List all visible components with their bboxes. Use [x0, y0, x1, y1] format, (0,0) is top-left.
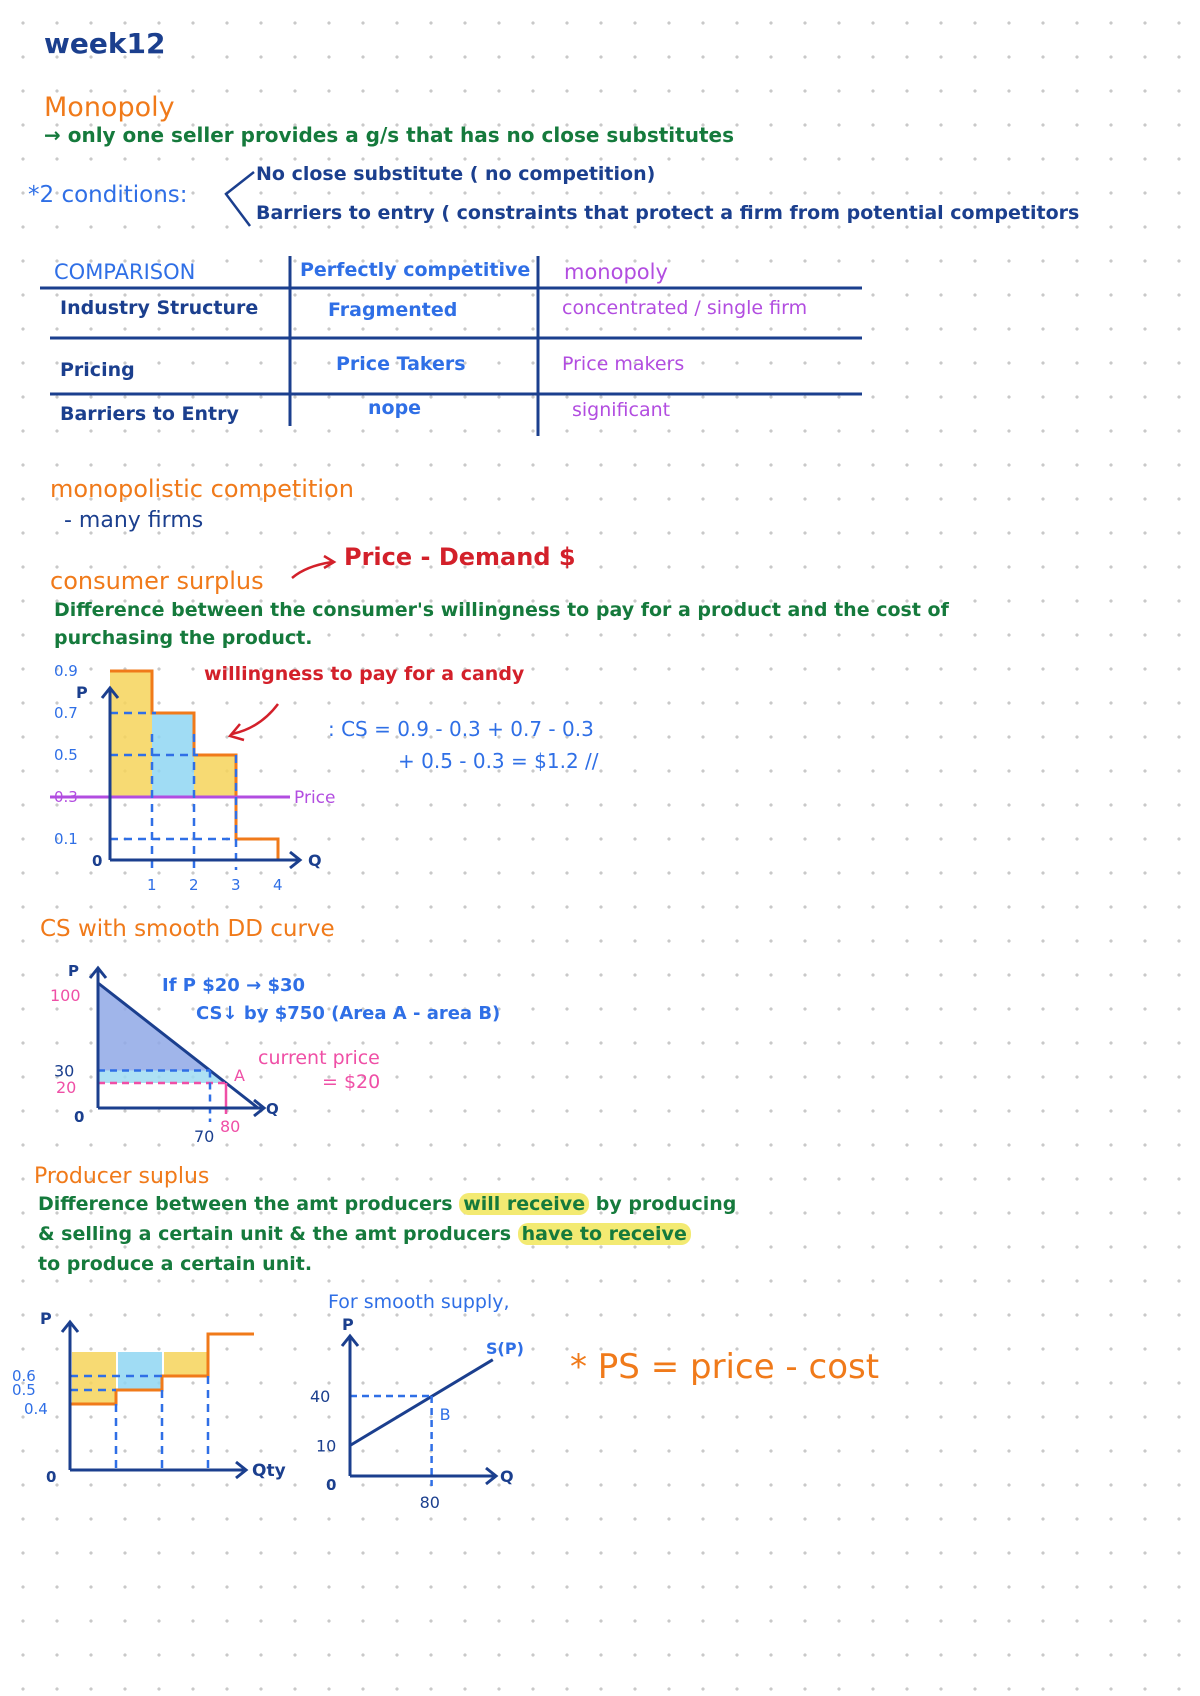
y-tick-20: 20: [56, 1078, 77, 1097]
ps-def-1-highlight: will receive: [459, 1193, 589, 1215]
y-tick-0.5: 0.5: [54, 746, 78, 764]
row-pc-barriers: nope: [368, 397, 422, 419]
y-tick-10: 10: [316, 1436, 337, 1456]
y-tick-0.7: 0.7: [54, 704, 78, 722]
y-tick-0.1: 0.1: [54, 830, 78, 848]
x-tick-1: 1: [147, 876, 157, 894]
ps-def-1-post: by producing: [595, 1193, 737, 1215]
cs-calc-1: : CS = 0.9 - 0.3 + 0.7 - 0.3: [328, 717, 594, 741]
condition-1: No close substitute ( no competition): [256, 163, 656, 185]
ps-area-unit-2: [118, 1352, 162, 1390]
x-axis-label: Qty: [252, 1461, 286, 1481]
conditions-label: *2 conditions:: [28, 182, 188, 208]
y-tick-0.4: 0.4: [24, 1400, 48, 1418]
cs-smooth-note-2: CS↓ by $750 (Area A - area B): [196, 1003, 501, 1024]
cs-definition-1: Difference between the consumer's willingness to pay for a product and the cost of: [54, 599, 949, 621]
cs-willingness-note: willingness to pay for a candy: [204, 663, 525, 685]
cs-arrow: [286, 554, 346, 584]
cs-definition-2: purchasing the product.: [54, 627, 313, 649]
ps-area-unit-3: [164, 1352, 208, 1376]
ps-def-line-3: to produce a certain unit.: [38, 1253, 313, 1275]
origin-label: 0: [326, 1476, 337, 1494]
current-price-1: current price: [258, 1047, 380, 1069]
cs-area-unit-3: [194, 755, 236, 797]
y-axis-label: P: [68, 962, 79, 980]
y-tick-0.9: 0.9: [54, 662, 78, 680]
origin-label: 0: [92, 852, 103, 870]
origin-label: 0: [74, 1108, 85, 1126]
monopolistic-heading: monopolistic competition: [50, 475, 354, 503]
x-tick-80: 80: [220, 1117, 241, 1136]
ps-area-unit-1: [72, 1352, 116, 1404]
row-pc-industry: Fragmented: [328, 299, 458, 321]
table-header-comparison: COMPARISON: [54, 260, 196, 284]
x-tick-4: 4: [273, 876, 283, 894]
y-axis-label: P: [342, 1315, 354, 1334]
origin-label: 0: [46, 1468, 57, 1486]
y-tick-30: 30: [54, 1061, 75, 1081]
cs-step-chart: [40, 662, 340, 900]
y-tick-40: 40: [310, 1387, 331, 1406]
x-tick-2: 2: [189, 876, 199, 894]
x-tick-70: 70: [194, 1127, 215, 1146]
row-label-barriers: Barriers to Entry: [60, 403, 239, 425]
conditions-brace: [220, 166, 260, 232]
row-mono-pricing: Price makers: [562, 353, 685, 375]
monopoly-definition: → only one seller provides a g/s that has no close substitutes: [44, 123, 734, 147]
ps-def-line-1: [38, 1194, 736, 1216]
point-a-label: A: [234, 1066, 245, 1085]
table-header-monopoly: monopoly: [564, 260, 668, 284]
ps-heading: Producer suplus: [34, 1164, 210, 1189]
cs-calc-2: + 0.5 - 0.3 = $1.2 //: [398, 749, 599, 773]
ps-def-1-pre: Difference between the amt producers: [38, 1193, 453, 1215]
condition-2: Barriers to entry ( constraints that protect a firm from potential competitors: [256, 202, 1080, 224]
ps-def-2-highlight: have to receive: [518, 1223, 691, 1245]
x-tick-80: 80: [419, 1493, 440, 1512]
smooth-supply-label: For smooth supply,: [328, 1291, 510, 1313]
table-header-perfect: Perfectly competitive: [300, 259, 531, 281]
x-axis-label: Q: [308, 851, 322, 870]
x-tick-3: 3: [231, 876, 241, 894]
cs-heading: consumer surplus: [50, 567, 264, 595]
y-axis-label: P: [76, 683, 88, 702]
ps-def-2-pre: & selling a certain unit & the amt producers: [38, 1223, 512, 1245]
cs-smooth-note-1: If P $20 → $30: [162, 975, 306, 996]
ps-step-chart: [10, 1300, 310, 1500]
ps-formula: * PS = price - cost: [570, 1347, 880, 1387]
cs-smooth-heading: CS with smooth DD curve: [40, 916, 335, 942]
current-price-2: = $20: [322, 1071, 381, 1093]
y-tick-0.5: 0.5: [12, 1381, 36, 1399]
monopolistic-bullet: - many firms: [64, 508, 204, 533]
y-axis-label: P: [40, 1309, 52, 1328]
row-label-pricing: Pricing: [60, 359, 135, 381]
cs-area-unit-1: [110, 671, 152, 797]
x-axis-label: Q: [266, 1100, 279, 1118]
x-axis-label: Q: [500, 1467, 514, 1486]
week-title: week12: [44, 27, 166, 60]
row-mono-barriers: significant: [572, 399, 671, 421]
y-tick-100: 100: [50, 986, 81, 1005]
cs-area-lost: [98, 1071, 226, 1084]
row-label-industry: Industry Structure: [60, 297, 259, 319]
supply-label: S(P): [486, 1339, 524, 1358]
row-mono-industry: concentrated / single firm: [562, 297, 808, 319]
y-tick-0.6: 0.6: [12, 1367, 36, 1385]
row-pc-pricing: Price Takers: [336, 353, 466, 375]
smooth-supply-chart: [300, 1315, 560, 1520]
cs-arrow-note: Price - Demand $: [344, 543, 576, 571]
cs-smooth-chart: [40, 950, 300, 1150]
y-tick-0.3: 0.3: [54, 788, 78, 806]
monopoly-heading: Monopoly: [44, 92, 175, 123]
supply-line: [350, 1360, 493, 1446]
ps-def-line-2: [38, 1224, 691, 1246]
price-label: Price: [294, 788, 336, 808]
point-b-label: B: [439, 1405, 451, 1424]
